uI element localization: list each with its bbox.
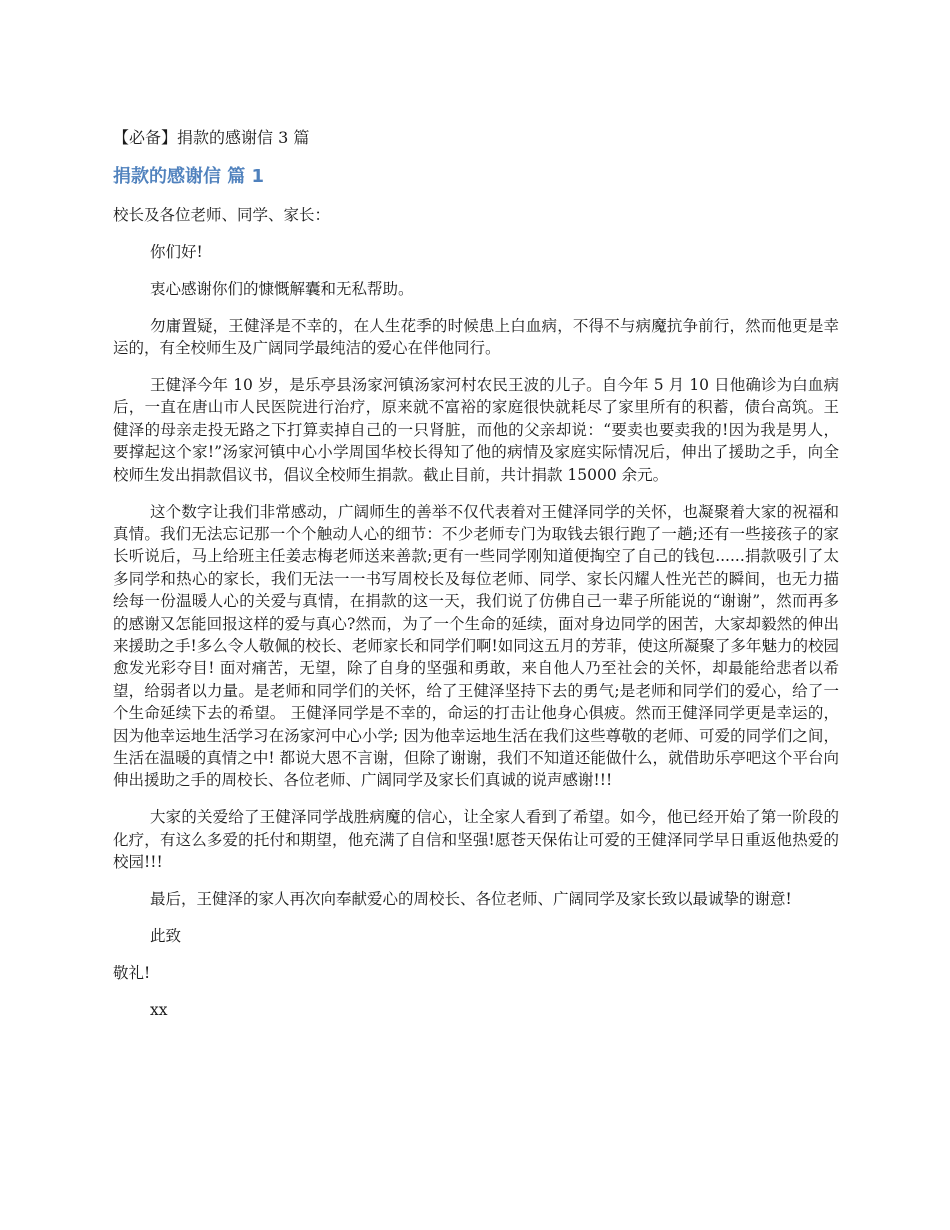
closing-salute: 敬礼! xyxy=(113,963,151,982)
paragraph-gratitude: 这个数字让我们非常感动，广阔师生的善举不仅代表着对王健泽同学的关怀，也凝聚着大家的祝福和真情。我们无法忘记那一个个触动人心的细节：不少老师专门为取钱去银行跑了一趟;还有一些接孩子的家长听说后，马上给班主任姜志梅老师送来善款;更有一些同学刚知道便掏空了自己的钱包......捐款吸引了太多同学和热心的家长，我们无法一一书写周校长及每位老师、同学、家长闪耀人性光芒的瞬间，也无力描绘每一份温暖人心的关爱与真情，在捐款的这一天，我们说了仿佛自己一辈子所能说的“谢谢”，然而再多的感谢又怎能回报这样的爱与真心?然而，为了一个生命的延续，面对身边同学的困苦，大家却毅然的伸出来援助之手!多么令人敬佩的校长、老师家长和同学们啊!如同这五月的芳菲，使这所凝聚了多年魅力的校园愈发光彩夺目! 面对痛苦，无望，除了自身的坚强和勇敢，来自他人乃至社会的关怀，却最能给悲者以希望，给弱者以力量。是老师和同学们的关怀，给了王健泽坚持下去的勇气;是老师和同学们的爱心，给了一个生命延续下去的希望。 王健泽同学是不幸的，命运的打击让他身心俱疲。然而王健泽同学更是幸运的， 因为他幸运地生活学习在汤家河中心小学; 因为他幸运地生活在我们这些尊敬的老师、可爱的同学们之间，生活在温暖的真情之中! 都说大恩不言谢，但除了谢谢，我们不知道还能做什么，就借助乐亭吧这个平台向伸出援助之手的周校长、各位老师、广阔同学及家长们真诚的说声感谢!!! xyxy=(113,502,839,790)
paragraph-thanks: 衷心感谢你们的慷慨解囊和无私帮助。 xyxy=(150,279,414,298)
document-title: 【必备】捐款的感谢信 3 篇 xyxy=(113,128,310,147)
paragraph-hope: 大家的关爱给了王健泽同学战胜病魔的信心，让全家人看到了希望。如今，他已经开始了第一阶段的化疗，有这么多爱的托付和期望，他充满了自信和坚强!愿苍天保佑让可爱的王健泽同学早日重返他热爱的校园!!! xyxy=(113,808,839,872)
paragraph-final-thanks: 最后，王健泽的家人再次向奉献爱心的周校长、各位老师、广阔同学及家长致以最诚挚的谢意! xyxy=(150,890,792,909)
paragraph-background: 王健泽今年 10 岁，是乐亭县汤家河镇汤家河村农民王波的儿子。自今年 5 月 10 日他确诊为白血病后，一直在唐山市人民医院进行治疗，原来就不富裕的家庭很快就耗尽了家里所有的积蓄，债台高筑。王健泽的母亲走投无路之下打算卖掉自己的一只肾脏，而他的父亲却说：“要卖也要卖我的!因为我是男人，要撑起这个家!”汤家河镇中心小学周国华校长得知了他的病情及家庭实际情况后，伸出了援助之手，向全校师生发出捐款倡议书，倡议全校师生捐款。截止目前，共计捐款 15000 余元。 xyxy=(113,376,839,484)
letter-body xyxy=(113,204,839,1036)
section-heading: 捐款的感谢信 篇 1 xyxy=(113,166,265,187)
signature: xx xyxy=(150,1000,168,1019)
paragraph-greeting: 你们好! xyxy=(150,242,203,261)
salutation: 校长及各位老师、同学、家长： xyxy=(113,206,331,224)
closing-phrase: 此致 xyxy=(150,926,182,945)
paragraph-intro: 勿庸置疑，王健泽是不幸的，在人生花季的时候患上白血病，不得不与病魔抗争前行，然而他更是幸运的，有全校师生及广阔同学最纯洁的爱心在伴他同行。 xyxy=(113,316,839,358)
